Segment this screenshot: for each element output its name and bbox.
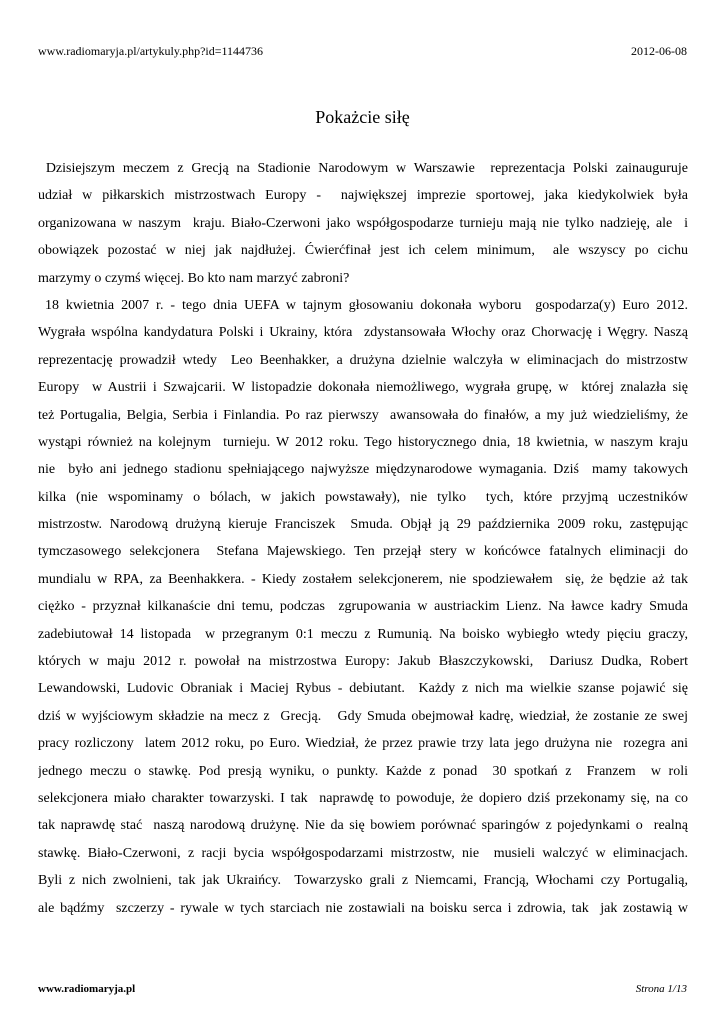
footer-site[interactable]: www.radiomaryja.pl <box>38 983 136 995</box>
article-line: ale bądźmy szczerzy - rywale w tych starciach nie zostawiali na boisku serca i zdrowia, tak jak zostawią w <box>38 900 688 916</box>
article-line: wystąpi również na kolejnym turnieju. W 2012 roku. Tego historycznego dnia, 18 kwietnia, w naszym kraju <box>38 434 688 450</box>
article-line: tymczasowego selekcjonera Stefana Majewskiego. Ten przejął stery w końcówce fatalnych eliminacji do <box>38 544 688 560</box>
article-line: jednego meczu o stawkę. Pod presją wyniku, o punkty. Każde z ponad 30 spotkań z Franzem w roli <box>38 763 688 779</box>
article-line: kilka (nie wspominamy o bólach, w jakich powstawały), nie tylko tych, które przyjmą uczestników <box>38 489 688 505</box>
article-line: Lewandowski, Ludovic Obraniak i Maciej Rybus - debiutant. Każdy z nich ma wielkie szanse pojawić się <box>38 681 688 697</box>
article-line: 18 kwietnia 2007 r. - tego dnia UEFA w tajnym głosowaniu dokonała wyboru gospodarza(y) Euro 2012. <box>38 297 688 313</box>
article-line: marzymy o czymś więcej. Bo kto nam marzyć zabroni? <box>38 270 350 286</box>
source-url[interactable]: www.radiomaryja.pl/artykuly.php?id=1144736 <box>38 44 264 58</box>
article-line: mistrzostw. Narodową drużyną kieruje Franciszek Smuda. Objął ją 29 października 2009 roku, zastępując <box>38 517 688 533</box>
article-line: udział w piłkarskich mistrzostwach Europy - największej imprezie sportowej, jaka kiedykolwiek była <box>38 188 688 204</box>
article-line: reprezentację prowadził wtedy Leo Beenhakker, a drużyna dzielnie walczyła w eliminacjach do mistrzostw <box>38 352 688 368</box>
article-line: organizowana w naszym kraju. Biało-Czerwoni jako współgospodarze turnieju mają nie tylko nadzieję, ale i <box>38 215 688 231</box>
article-line: ciężko - przyznał kilkanaście dni temu, podczas zgrupowania w austriackim Lienz. Na ławce kadry Smuda <box>38 599 688 615</box>
article-line: też Portugalia, Belgia, Serbia i Finlandia. Po raz pierwszy awansowała do finałów, a my już wiedzieliśmy, że <box>38 407 688 423</box>
print-date: 2012-06-08 <box>631 44 687 58</box>
article-line: Byli z nich zwolnieni, tak jak Ukraińcy. Towarzysko grali z Niemcami, Francją, Włochami czy Portugalią, <box>38 873 688 889</box>
article-line: Wygrała wspólna kandydatura Polski i Ukrainy, która zdystansowała Włochy oraz Chorwację i Węgry. Naszą <box>38 325 688 341</box>
article-line: pracy rozliczony latem 2012 roku, po Euro. Wiedział, że przez prawie trzy lata jego drużyna nie rozegra ani <box>38 736 688 752</box>
article-line: których w maju 2012 r. powołał na mistrzostwa Europy: Jakub Błaszczykowski, Dariusz Dudka, Robert <box>38 654 688 670</box>
article-title: Pokażcie siłę <box>315 107 410 127</box>
article-body <box>38 155 688 922</box>
article-line: zadebiutował 14 listopada w przegranym 0:1 meczu z Rumunią. Na boisko wybiegło wtedy pięciu graczy, <box>38 626 688 642</box>
article-line: obowiązek pozostać w niej jak najdłużej. Ćwierćfinał jest ich celem minimum, ale wszyscy po cichu <box>38 243 688 259</box>
article-line: mundialu w RPA, za Beenhakkera. - Kiedy zostałem selekcjonerem, nie spodziewałem się, że będzie aż tak <box>38 571 688 587</box>
article-line: selekcjonera miało charakter towarzyski. I tak naprawdę to powoduje, że dopiero dziś przekonamy się, na co <box>38 790 688 806</box>
article-line: tak naprawdę stać naszą narodową drużynę. Nie da się bowiem porównać sparingów z pojedynkami o realną <box>38 818 688 834</box>
article-line: stawkę. Biało-Czerwoni, z racji bycia współgospodarzami mistrzostw, nie musieli walczyć w eliminacjach. <box>38 845 688 861</box>
article-line: Europy w Austrii i Szwajcarii. W listopadzie dokonała niemożliwego, wygrała grupę, w której znalazła się <box>38 380 688 396</box>
article-line: nie było ani jednego stadionu spełniającego najwyższe międzynarodowe wymagania. Dziś mamy takowych <box>38 462 688 478</box>
page-number: Strona 1/13 <box>635 983 687 995</box>
article-line: Dzisiejszym meczem z Grecją na Stadionie Narodowym w Warszawie reprezentacja Polski zainauguruje <box>38 161 688 176</box>
article-line: dziś w wyjściowym składzie na mecz z Grecją. Gdy Smuda obejmował kadrę, wiedział, że zostanie ze swej <box>38 708 688 724</box>
